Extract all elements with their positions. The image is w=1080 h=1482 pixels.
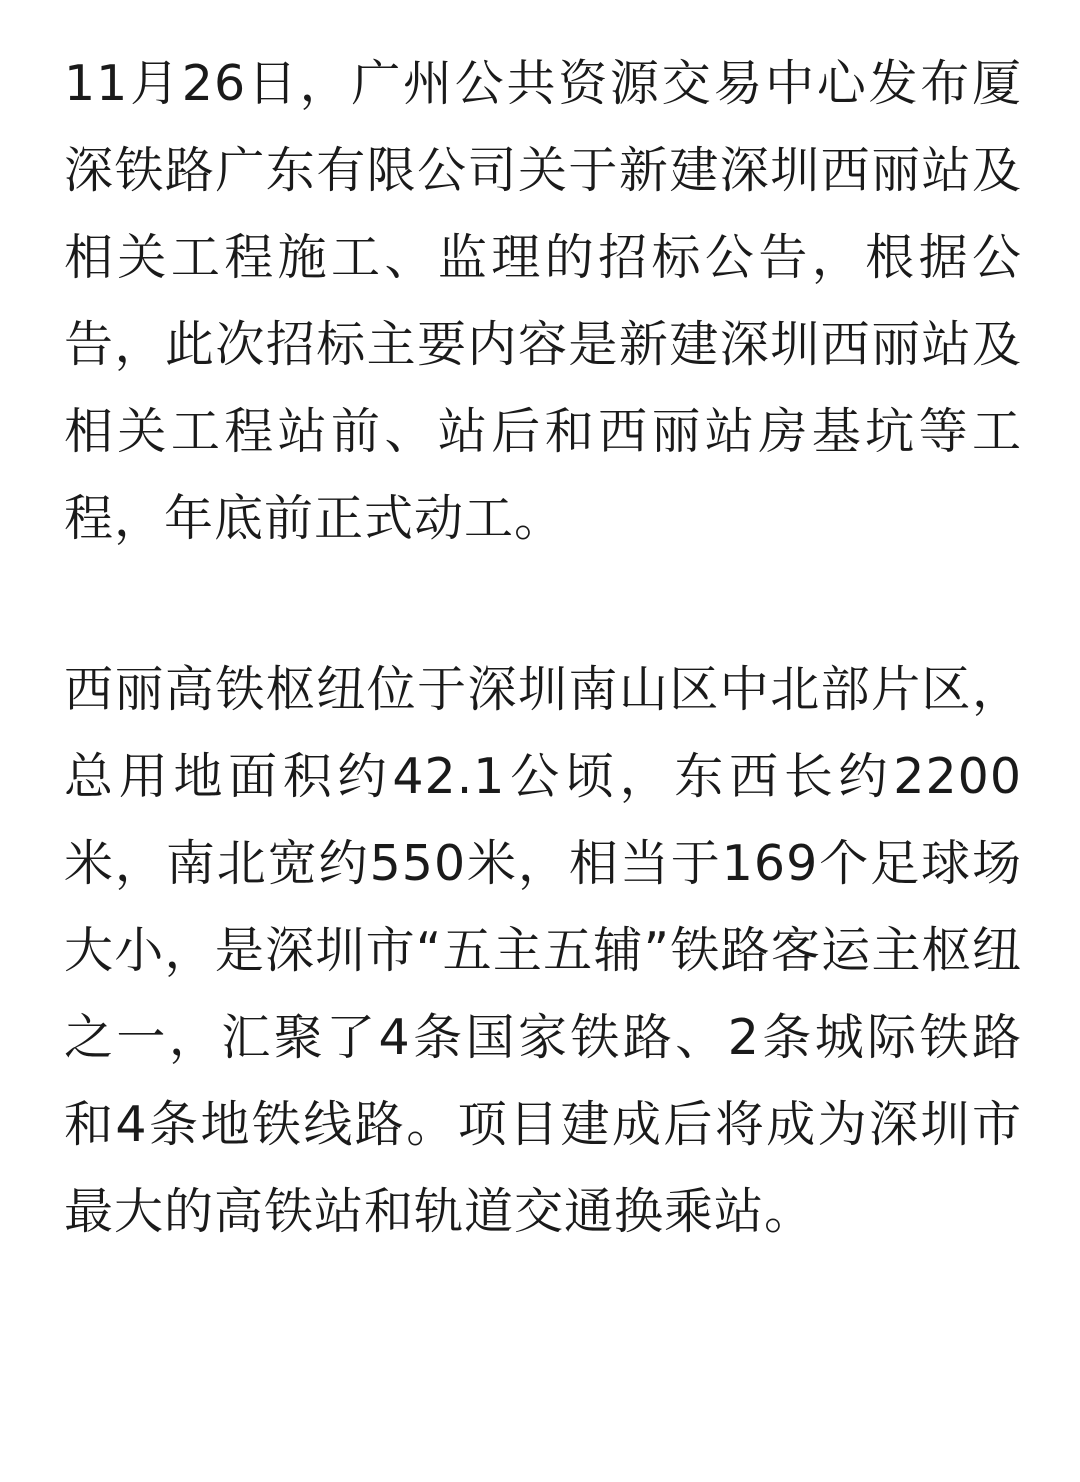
paragraph-hub-description: 西丽高铁枢纽位于深圳南山区中北部片区，总用地面积约42.1公顷，东西长约2200米，南北宽约550米，相当于169个足球场大小，是深圳市“五主五辅”铁路客运主枢纽之一，汇聚了4条国家铁路、2条城际铁路和4条地铁线路。项目建成后将成为深圳市最大的高铁站和轨道交通换乘站。: [64, 661, 1022, 1240]
article-body: [64, 40, 1022, 1255]
paragraph-tender-announcement: 11月26日，广州公共资源交易中心发布厦深铁路广东有限公司关于新建深圳西丽站及相关工程施工、监理的招标公告，根据公告，此次招标主要内容是新建深圳西丽站及相关工程站前、站后和西丽站房基坑等工程，年底前正式动工。: [64, 55, 1022, 547]
